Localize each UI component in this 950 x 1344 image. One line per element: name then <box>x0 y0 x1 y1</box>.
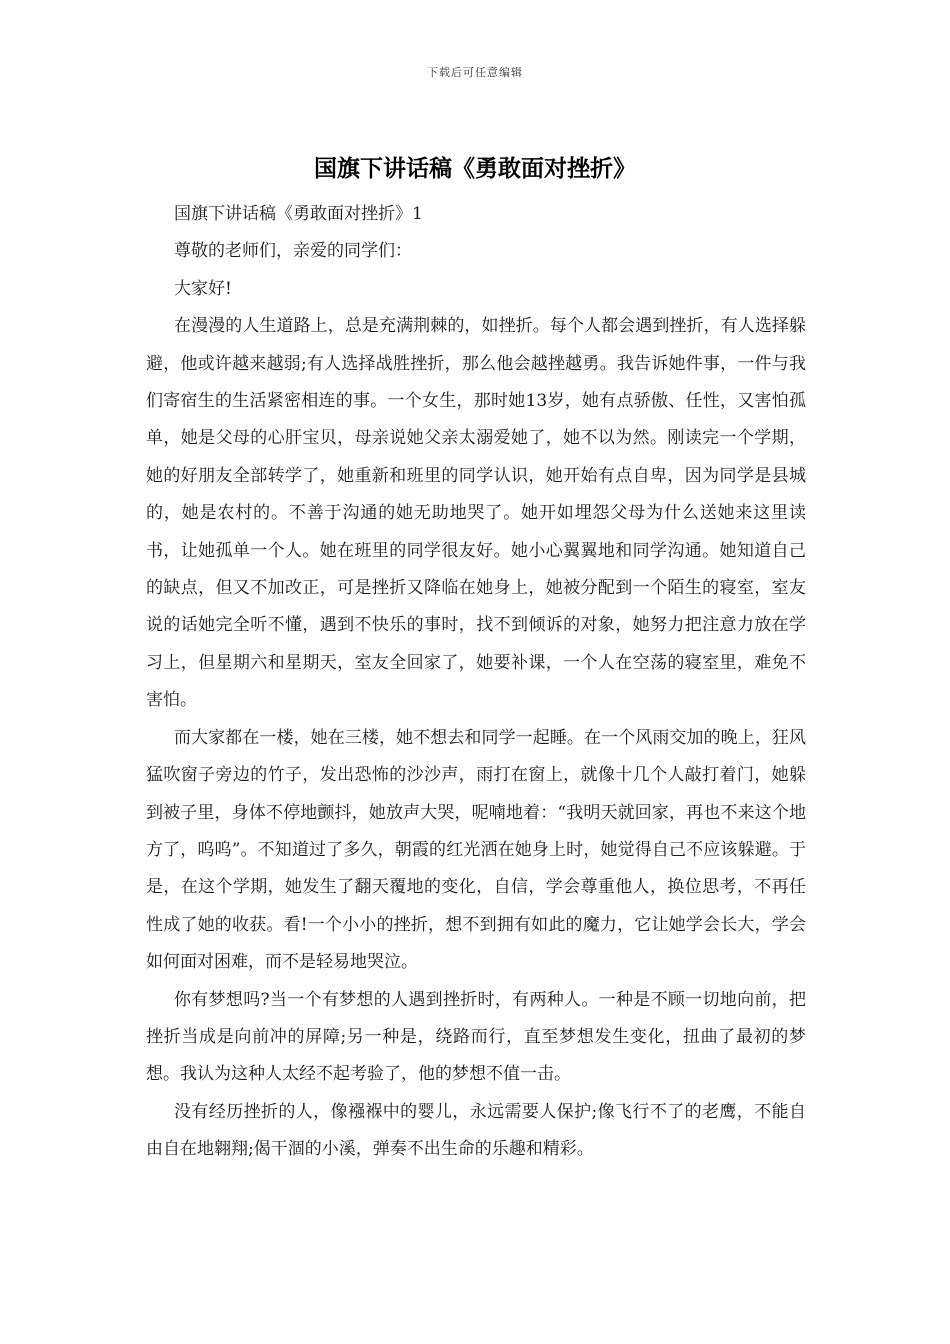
paragraph-dream: 你有梦想吗?当一个有梦想的人遇到挫折时，有两种人。一种是不顾一切地向前，把挫折当成是向前冲的屏障;另一种是，绕路而行，直至梦想发生变化，扭曲了最初的梦想。我认为这种人太经不起考验了，他的梦想不值一击。 <box>146 989 806 1085</box>
paragraph-greeting: 大家好! <box>174 278 232 299</box>
document-body <box>146 196 806 1169</box>
page-header-note: 下载后可任意编辑 <box>427 66 523 79</box>
paragraph-salutation: 尊敬的老师们，亲爱的同学们： <box>174 241 412 262</box>
paragraph-subtitle: 国旗下讲话稿《勇敢面对挫折》1 <box>174 204 423 224</box>
document-title: 国旗下讲话稿《勇敢面对挫折》 <box>314 156 636 182</box>
paragraph-story-night: 而大家都在一楼，她在三楼，她不想去和同学一起睡。在一个风雨交加的晚上，狂风猛吹窗子旁边的竹子，发出恐怖的沙沙声，雨打在窗上，就像十几个人敲打着门，她躲到被子里，身体不停地颤抖，她放声大哭，呢喃地着：“我明天就回家，再也不来这个地方了，呜呜”。不知道过了多久，朝霞的红光洒在她身上时，她觉得自己不应该躲避。于是，在这个学期，她发生了翻天覆地的变化，自信，学会尊重他人，换位思考，不再任性成了她的收获。看!一个小小的挫折，想不到拥有如此的魔力，它让她学会长大，学会如何面对困难，而不是轻易地哭泣。 <box>146 727 806 973</box>
paragraph-conclusion: 没有经历挫折的人，像襁褓中的婴儿，永远需要人保护;像飞行不了的老鹰，不能自由自在地翱翔;偈干涸的小溪，弹奏不出生命的乐趣和精彩。 <box>146 1101 806 1160</box>
paragraph-story-intro: 在漫漫的人生道路上，总是充满荆棘的，如挫折。每个人都会遇到挫折，有人选择躲避，他或许越来越弱;有人选择战胜挫折，那么他会越挫越勇。我告诉她件事，一件与我们寄宿生的生活紧密相连的事。一个女生，那时她13岁，她有点骄傲、任性，又害怕孤单，她是父母的心肝宝贝，母亲说她父亲太溺爱她了，她不以为然。刚读完一个学期，她的好朋友全部转学了，她重新和班里的同学认识，她开始有点自卑，因为同学是县城的，她是农村的。不善于沟通的她无助地哭了。她开如埋怨父母为什么送她来这里读书，让她孤单一个人。她在班里的同学很友好。她小心翼翼地和同学沟通。她知道自己的缺点，但又不加改正，可是挫折又降临在她身上，她被分配到一个陌生的寝室，室友说的话她完全听不懂，遇到不快乐的事时，找不到倾诉的对象，她努力把注意力放在学习上，但星期六和星期天，室友全回家了，她要补课，一个人在空荡的寝室里，难免不害怕。 <box>146 316 806 711</box>
